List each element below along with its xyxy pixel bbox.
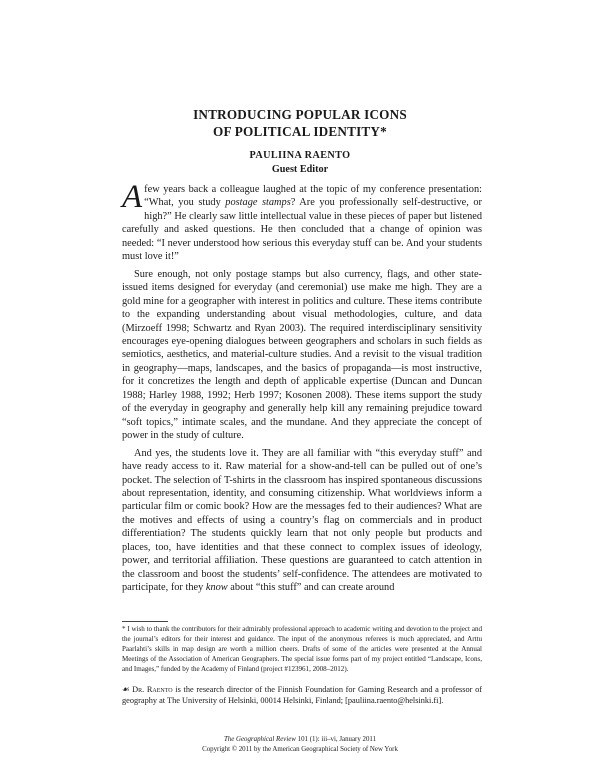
- author-bio-text: is the research director of the Finnish Foundation for Gaming Research and a professor of geography at The University of Helsinki, 00014 Helsinki, Finland; [pauliina.raento@helsinki.fi].: [122, 685, 482, 706]
- journal-footer: [0, 735, 600, 754]
- paragraph-3: [122, 447, 482, 595]
- article-title-line-2: OF POLITICAL IDENTITY*: [213, 124, 387, 139]
- journal-issue: 101 (1): iii–vi, January 2011: [295, 736, 377, 743]
- paragraph-1-text-b: ? Are you professionally self-destructive, or high?” He clearly saw little intellectual value in these pieces of paper but listened carefully and asked questions. He then concluded that a change of opinion was needed: “I never understood how serious this everyday stuff can be. And your students must love it!”: [122, 197, 482, 263]
- footnote-acknowledgment: * I wish to thank the contributors for their admirably professional approach to academic writing and devotion to the project and the journal’s editors for their interest and guidance. The input of the anonymous referees is much appreciated, and Arttu Paarlahti’s skills in map design are worth a million cheers. Drafts of some of the articles were presented at the Annual Meetings of the Association of American Geographers. The special issue forms part of my project entitled “Landscape, Icons, and Images,” funded by the Academy of Finland (project #123961, 2008–2012).: [122, 625, 482, 673]
- journal-citation: [0, 735, 600, 745]
- paragraph-3-emphasis: know: [205, 582, 228, 594]
- author-name: PAULIINA RAENTO: [249, 150, 351, 161]
- article-title-line-1: INTRODUCING POPULAR ICONS: [193, 107, 407, 122]
- paragraph-1-text-a: few years back a colleague laughed at the topic of my conference presentation: “What, you study: [144, 184, 482, 209]
- author-role: Guest Editor: [271, 164, 329, 175]
- paragraph-3-text-b: about “this stuff” and can create around: [227, 582, 395, 594]
- paragraph-1-emphasis: postage stamps: [225, 197, 291, 209]
- paragraph-1: [122, 179, 482, 264]
- fleuron-icon: ☙: [122, 685, 130, 694]
- footnote-author-bio: [122, 684, 482, 706]
- journal-name: The Geographical Review: [223, 736, 296, 743]
- article-body: [122, 179, 482, 595]
- copyright-line: Copyright © 2011 by the American Geographical Society of New York: [202, 745, 398, 753]
- title-block: [0, 106, 600, 176]
- footnote-divider: [122, 621, 168, 622]
- author-bio-name: Dr. Raento: [129, 685, 173, 694]
- paragraph-3-text-a: And yes, the students love it. They are all familiar with “this everyday stuff” and have ready access to it. Raw material for a show-and-tell can be pulled out of one’s pocket. The selection of T-shirts in the classroom has inspired spontaneous discussions about representation, identity, and consuming citizenship. What worldviews inform a particular film or comic book? How are the messages fed to their audiences? What are the motives and effects of using a country’s flag on commercials and in product differentiation? The students quickly learn that not only people but products and places, too, have identities and that these connect to complex issues of ideology, power, and territorial affiliation. These questions are guaranteed to catch attention in the classroom and boost the students’ self-confidence. The attendees are motivated to participate, for they: [122, 447, 482, 594]
- paragraph-2: Sure enough, not only postage stamps but also currency, flags, and other state-issued items designed for everyday (and ceremonial) use make me high. They are a gold mine for a geographer with interest in politics and culture. These items contribute to the expanding understanding about visual methodologies, culture, and data (Mirzoeff 1998; Schwartz and Ryan 2003). The required interdisciplinary sensitivity encourages eye-opening dialogues between geographers and scholars in such fields as semiotics, aesthetics, and material-culture studies. And a revisit to the visual tradition in geography—maps, landscapes, and the basics of propaganda—is most instructive, for it concretizes the length and depth of applicable expertise (Duncan and Duncan 1988; Harley 1988, 1992; Herb 1997; Kosonen 2008). These items support the study of the everyday in geography and generally help kill any remaining prejudice toward “soft topics,” intimate scales, and the mundane. And they appreciate the concept of power in the study of culture.: [122, 268, 482, 442]
- drop-cap: A: [122, 179, 143, 215]
